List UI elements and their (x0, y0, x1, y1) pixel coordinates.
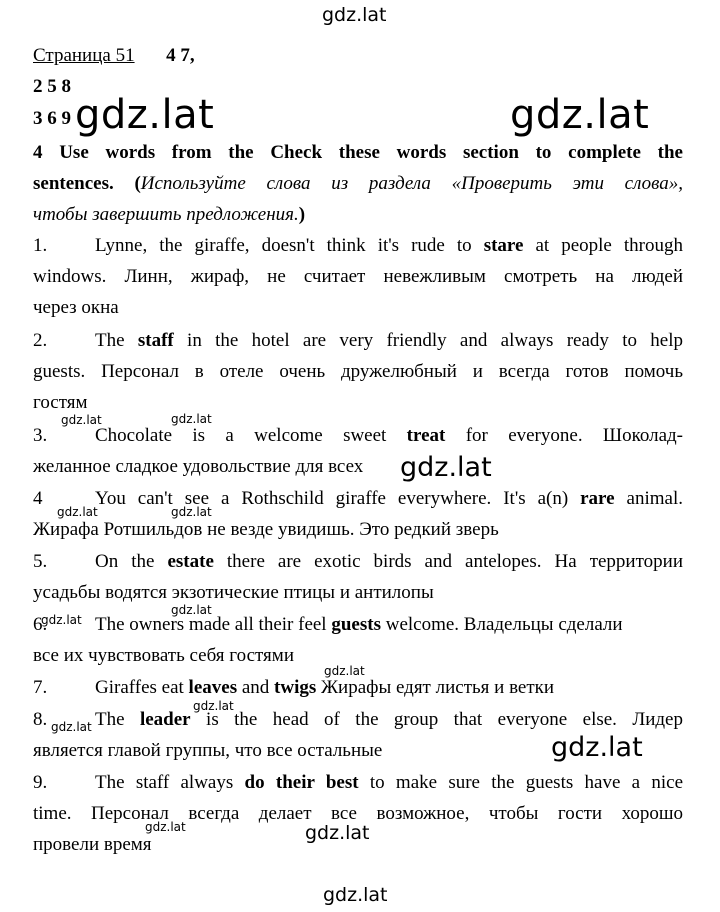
watermark-large-left: gdz.lat (75, 92, 215, 138)
item-3-line: 3. Chocolate is a welcome sweet treat for everyone. Шоколад- (33, 425, 683, 446)
task-title: 4 Use words from the Check these words section to complete the (33, 142, 683, 163)
item-2-line: гостям (33, 392, 88, 413)
page-label: Страница 51 (33, 45, 135, 66)
item-5-line: 5. On the estate there are exotic birds and antelopes. На территории (33, 551, 683, 572)
item-1-line: 1. Lynne, the giraffe, doesn't think it's rude to stare at people through (33, 235, 683, 256)
answer-row-1: 4 7, (166, 45, 195, 66)
watermark-small: gdz.lat (51, 720, 92, 734)
task-title-line3: чтобы завершить предложения.) (33, 204, 306, 225)
page-header (33, 44, 683, 68)
watermark-center: gdz.lat (305, 822, 370, 844)
item-9-line: провели время (33, 834, 152, 855)
watermark-top: gdz.lat (322, 4, 387, 26)
item-6-line: все их чувствовать себя гостями (33, 645, 294, 666)
item-5-line: усадьбы водятся экзотические птицы и антилопы (33, 582, 434, 603)
task-title-line2: sentences. (Используйте слова из раздела «Проверить эти слова», (33, 173, 683, 194)
watermark-medium: gdz.lat (551, 732, 643, 763)
watermark-large-right: gdz.lat (510, 92, 650, 138)
item-8-line: 8. The leader is the head of the group that everyone else. Лидер (33, 709, 683, 730)
item-9-line: 9. The staff always do their best to make sure the guests have a nice (33, 772, 684, 793)
answer-row-2: 2 5 8 (33, 76, 71, 97)
watermark-small: gdz.lat (171, 603, 212, 617)
watermark-small: gdz.lat (193, 699, 234, 713)
item-4-line: 4 You can't see a Rothschild giraffe everywhere. It's a(n) rare animal. (33, 488, 683, 509)
watermark-medium: gdz.lat (400, 452, 492, 483)
watermark-small: gdz.lat (324, 664, 365, 678)
watermark-small: gdz.lat (61, 413, 102, 427)
watermark-bottom: gdz.lat (323, 884, 388, 906)
item-8-line: является главой группы, что все остальные (33, 740, 383, 761)
watermark-small: gdz.lat (41, 613, 82, 627)
item-6-line: 6. The owners made all their feel guests welcome. Владельцы сделали (33, 614, 623, 635)
watermark-small: gdz.lat (57, 505, 98, 519)
item-1-line: windows. Линн, жираф, не считает невежливым смотреть на людей (33, 266, 683, 287)
item-9-line: time. Персонал всегда делает все возможное, чтобы гости хорошо (33, 803, 683, 824)
item-2-line: guests. Персонал в отеле очень дружелюбный и всегда готов помочь (33, 361, 683, 382)
watermark-small: gdz.lat (171, 412, 212, 426)
item-2-line: 2. The staff in the hotel are very friendly and always ready to help (33, 330, 683, 351)
item-1-line: через окна (33, 297, 119, 318)
item-4-line: Жирафа Ротшильдов не везде увидишь. Это редкий зверь (33, 519, 499, 540)
item-7-line: 7. Giraffes eat leaves and twigs Жирафы едят листья и ветки (33, 677, 555, 698)
item-3-line: желанное сладкое удовольствие для всех (33, 456, 364, 477)
watermark-small: gdz.lat (145, 820, 186, 834)
answer-row-3: 3 6 9 (33, 108, 71, 129)
watermark-small: gdz.lat (171, 505, 212, 519)
